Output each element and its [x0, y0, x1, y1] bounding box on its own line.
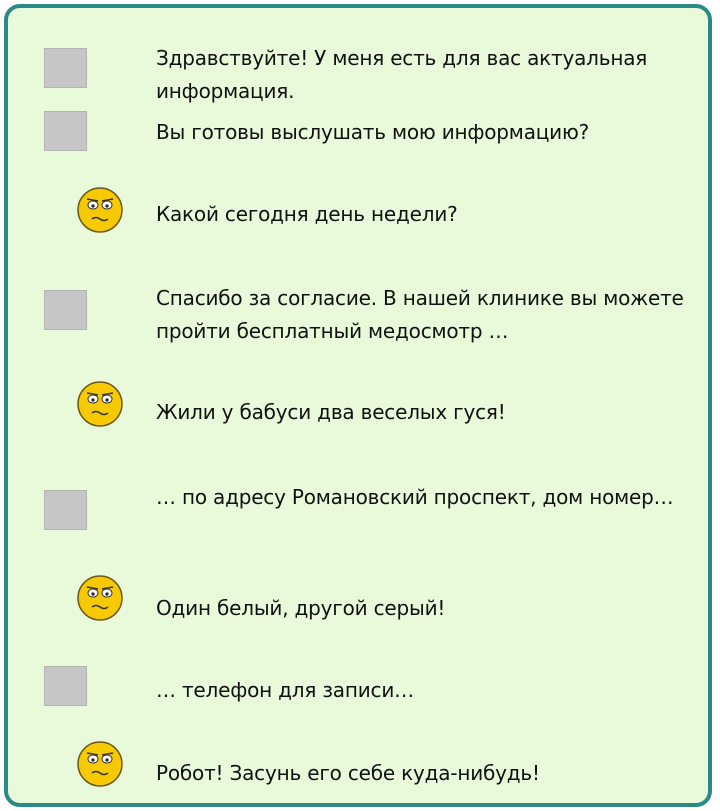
robot-message-1: Здравствуйте! У меня есть для вас актуальная информация.	[156, 46, 648, 103]
gray-square-icon	[44, 48, 87, 88]
human-message-2: Жили у бабуси два веселых гуся!	[156, 400, 506, 424]
robot-message-5: … телефон для записи…	[156, 678, 414, 702]
robot-message-2: Вы готовы выслушать мою информацию?	[156, 120, 590, 144]
robot-message-4: … по адресу Романовский проспект, дом номер…	[156, 485, 674, 509]
gray-square-icon	[44, 490, 87, 530]
gray-square-icon	[44, 666, 87, 706]
human-message-1: Какой сегодня день недели?	[156, 202, 458, 226]
robot-message-3: Спасибо за согласие. В нашей клинике вы можете пройти бесплатный медосмотр …	[156, 286, 684, 343]
annoyed-smiley-icon	[76, 380, 124, 428]
gray-square-icon	[44, 111, 87, 151]
annoyed-smiley-icon	[76, 740, 124, 788]
annoyed-smiley-icon	[76, 186, 124, 234]
gray-square-icon	[44, 290, 87, 330]
human-message-3: Один белый, другой серый!	[156, 596, 446, 620]
human-message-4: Робот! Засунь его себе куда-нибудь!	[156, 761, 540, 785]
annoyed-smiley-icon	[76, 574, 124, 622]
dialog-panel	[4, 4, 712, 807]
